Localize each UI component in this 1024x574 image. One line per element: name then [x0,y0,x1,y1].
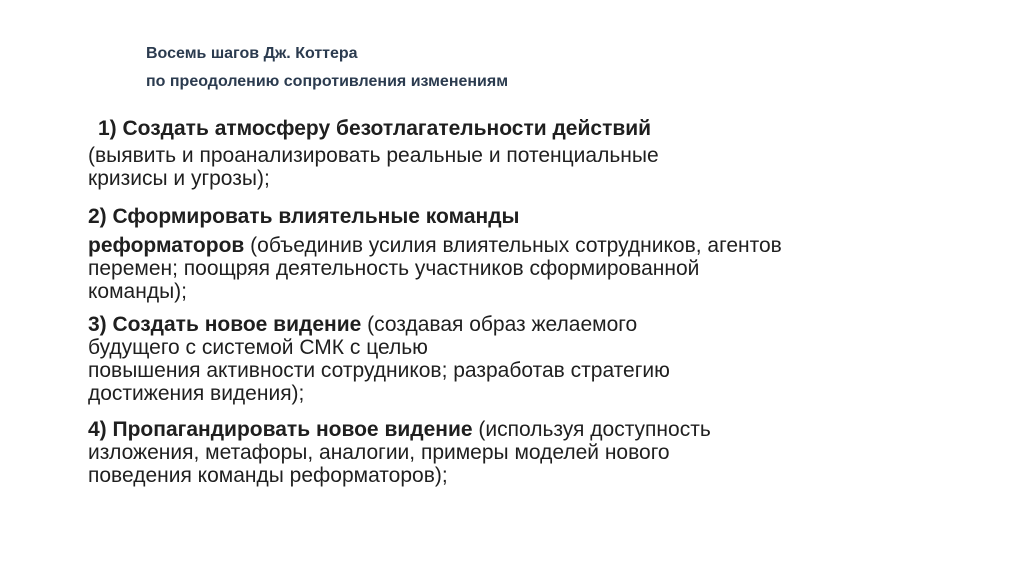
step-2-line-1 [88,234,888,257]
step-2 [88,202,888,303]
step-1-line-1: (выявить и проанализировать реальные и потенциальные [88,144,659,167]
step-4-heading: 4) Пропагандировать новое видение [88,418,473,441]
step-3-text: (создавая образ желаемого [361,313,638,336]
step-4-text: (используя доступность [472,418,711,441]
step-4-line-1 [88,418,888,441]
step-2-text: (объединив усилия влиятельных сотрудников, агентов [244,234,782,257]
step-3-heading: 3) Создать новое видение [88,313,362,336]
slide-title [146,40,906,96]
step-1-heading: 1) Создать атмосферу безотлагательности действий [98,117,652,140]
title-line-2: по преодолению сопротивления изменениям [146,73,509,90]
step-2-heading: 2) Сформировать влиятельные команды [88,205,520,228]
step-3-line-1 [88,313,888,336]
step-2-heading-cont: реформаторов [88,234,245,257]
step-3-line-2: будущего с системой СМК с целью [88,336,428,359]
step-1 [88,114,888,190]
step-1-line-2: кризисы и угрозы); [88,167,270,190]
step-2-line-2: перемен; поощряя деятельность участников сформированной [88,257,700,280]
step-4-line-2: изложения, метафоры, аналогии, примеры моделей нового [88,441,670,464]
step-4-line-3: поведения команды реформаторов); [88,464,448,487]
steps-list [88,114,888,487]
step-3 [88,313,888,405]
step-2-line-3: команды); [88,280,187,303]
step-3-line-3: повышения активности сотрудников; разработав стратегию [88,359,670,382]
step-3-line-4: достижения видения); [88,382,305,405]
title-line-1: Восемь шагов Дж. Коттера [146,45,358,62]
step-4 [88,418,888,487]
